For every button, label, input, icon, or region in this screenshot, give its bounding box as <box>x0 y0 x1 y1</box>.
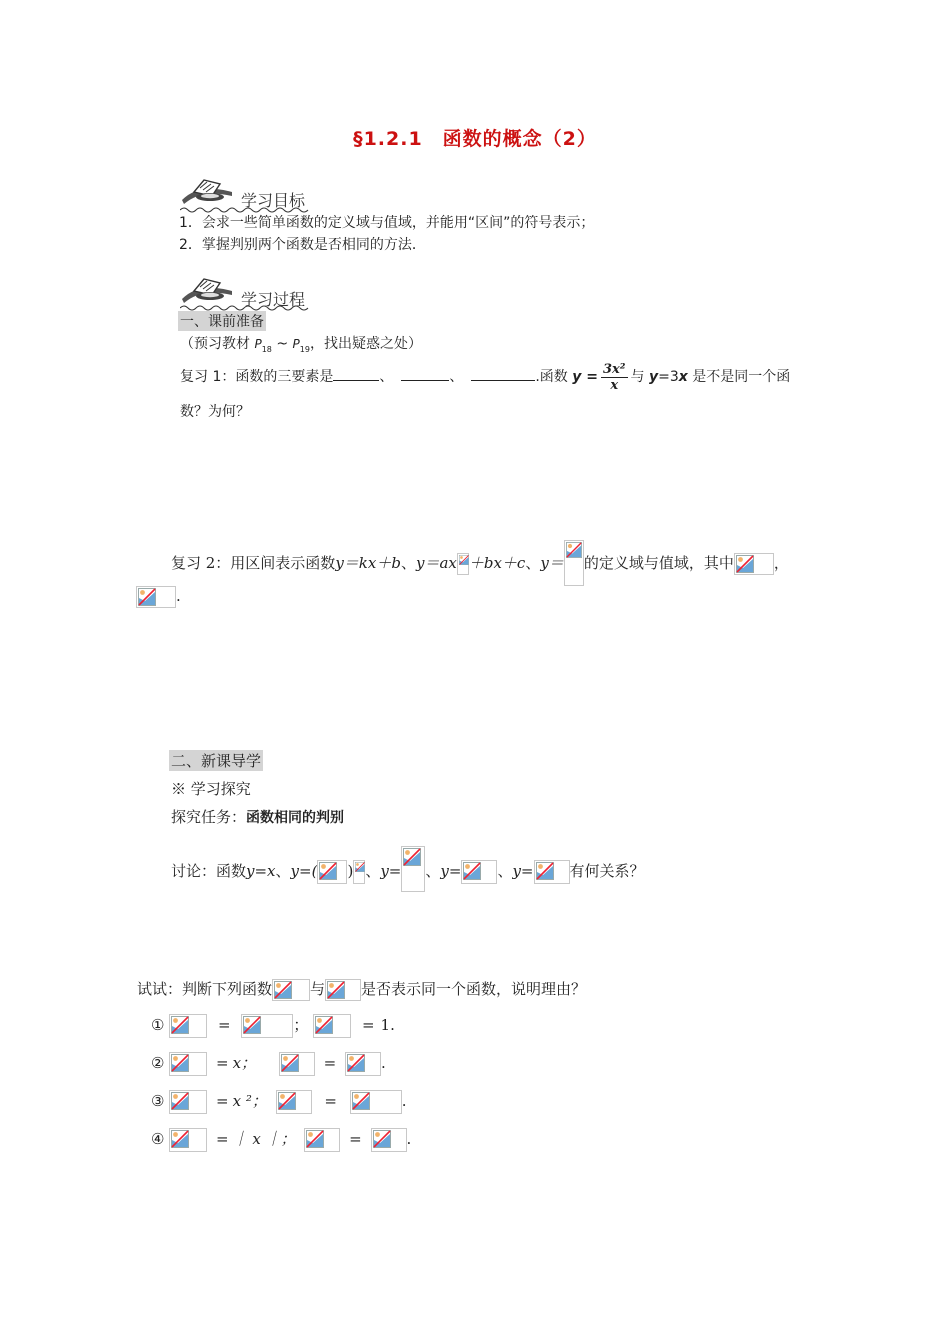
objective-item-1: 1．会求一些简单函数的定义域与值域，并能用“区间”的符号表示； <box>179 215 595 231</box>
process-heading: 学习过程 <box>241 290 306 309</box>
discussion: 讨论：函数y=x、y=( ) 、y= 、y= 、y= 有何关系？ <box>171 846 645 892</box>
fraction: $\frac{\text{3x²}}{x}$ <box>603 361 626 393</box>
formula-image <box>564 540 584 586</box>
answer-blank[interactable] <box>471 366 535 381</box>
review-1: 复习 1：函数的三要素是 、 、 .函数 y = $\frac{\text{3x²}}{x}$ 与 y=3x 是不是同一个函 <box>180 361 791 393</box>
formula-image <box>353 860 365 884</box>
formula-image <box>279 1052 315 1076</box>
review-2-line-2: . <box>136 586 181 608</box>
formula-image <box>734 553 774 575</box>
formula-image <box>304 1128 340 1152</box>
trial-item-2: ② = x； = . <box>151 1052 386 1076</box>
formula-image <box>457 553 469 575</box>
formula-image <box>350 1090 402 1114</box>
section-new-lesson: 二、新课导学 <box>171 752 262 770</box>
explore-heading: ※ 学习探究 <box>171 780 251 798</box>
formula-image <box>169 1052 207 1076</box>
formula-image <box>371 1128 407 1152</box>
book-icon <box>180 178 234 206</box>
review-1-line-2: 数？为何？ <box>180 404 250 420</box>
formula-image <box>272 979 310 1001</box>
formula-image <box>461 860 497 884</box>
explore-task: 探究任务：函数相同的判别 <box>171 808 345 826</box>
formula-image <box>169 1128 207 1152</box>
answer-blank[interactable] <box>401 366 449 381</box>
formula-image <box>317 860 347 884</box>
formula-image <box>241 1014 293 1038</box>
objectives-heading: 学习目标 <box>241 191 306 210</box>
page-title: §1.2.1 函数的概念（2） <box>353 128 597 150</box>
book-icon <box>180 277 234 305</box>
formula-image <box>345 1052 381 1076</box>
trial-item-3: ③ = x ²； = . <box>151 1090 407 1114</box>
trial-prompt: 试试：判断下列函数 与 是否表示同一个函数，说明理由？ <box>137 978 586 1001</box>
formula-image <box>534 860 570 884</box>
formula-image <box>169 1014 207 1038</box>
formula-image <box>276 1090 312 1114</box>
objective-item-2: 2．掌握判别两个函数是否相同的方法． <box>179 237 426 253</box>
section-pre-class: 一、课前准备 <box>178 311 266 331</box>
answer-blank[interactable] <box>333 366 379 381</box>
review-2: 复习 2：用区间表示函数y＝kx＋b、y＝ax ＋bx＋c、y＝ 的定义域与值域，其中 ， <box>171 540 789 586</box>
formula-image <box>313 1014 351 1038</box>
trial-item-4: ④ = ｜ x ｜； = . <box>151 1128 411 1152</box>
formula-image <box>401 846 425 892</box>
formula-image <box>325 979 361 1001</box>
formula-image <box>169 1090 207 1114</box>
trial-item-1: ① = ； = 1. <box>151 1014 395 1038</box>
preview-note: （预习教材 $P_{18}$ ~ $P_{19}$，找出疑惑之处） <box>180 336 422 354</box>
formula-image <box>136 586 176 608</box>
